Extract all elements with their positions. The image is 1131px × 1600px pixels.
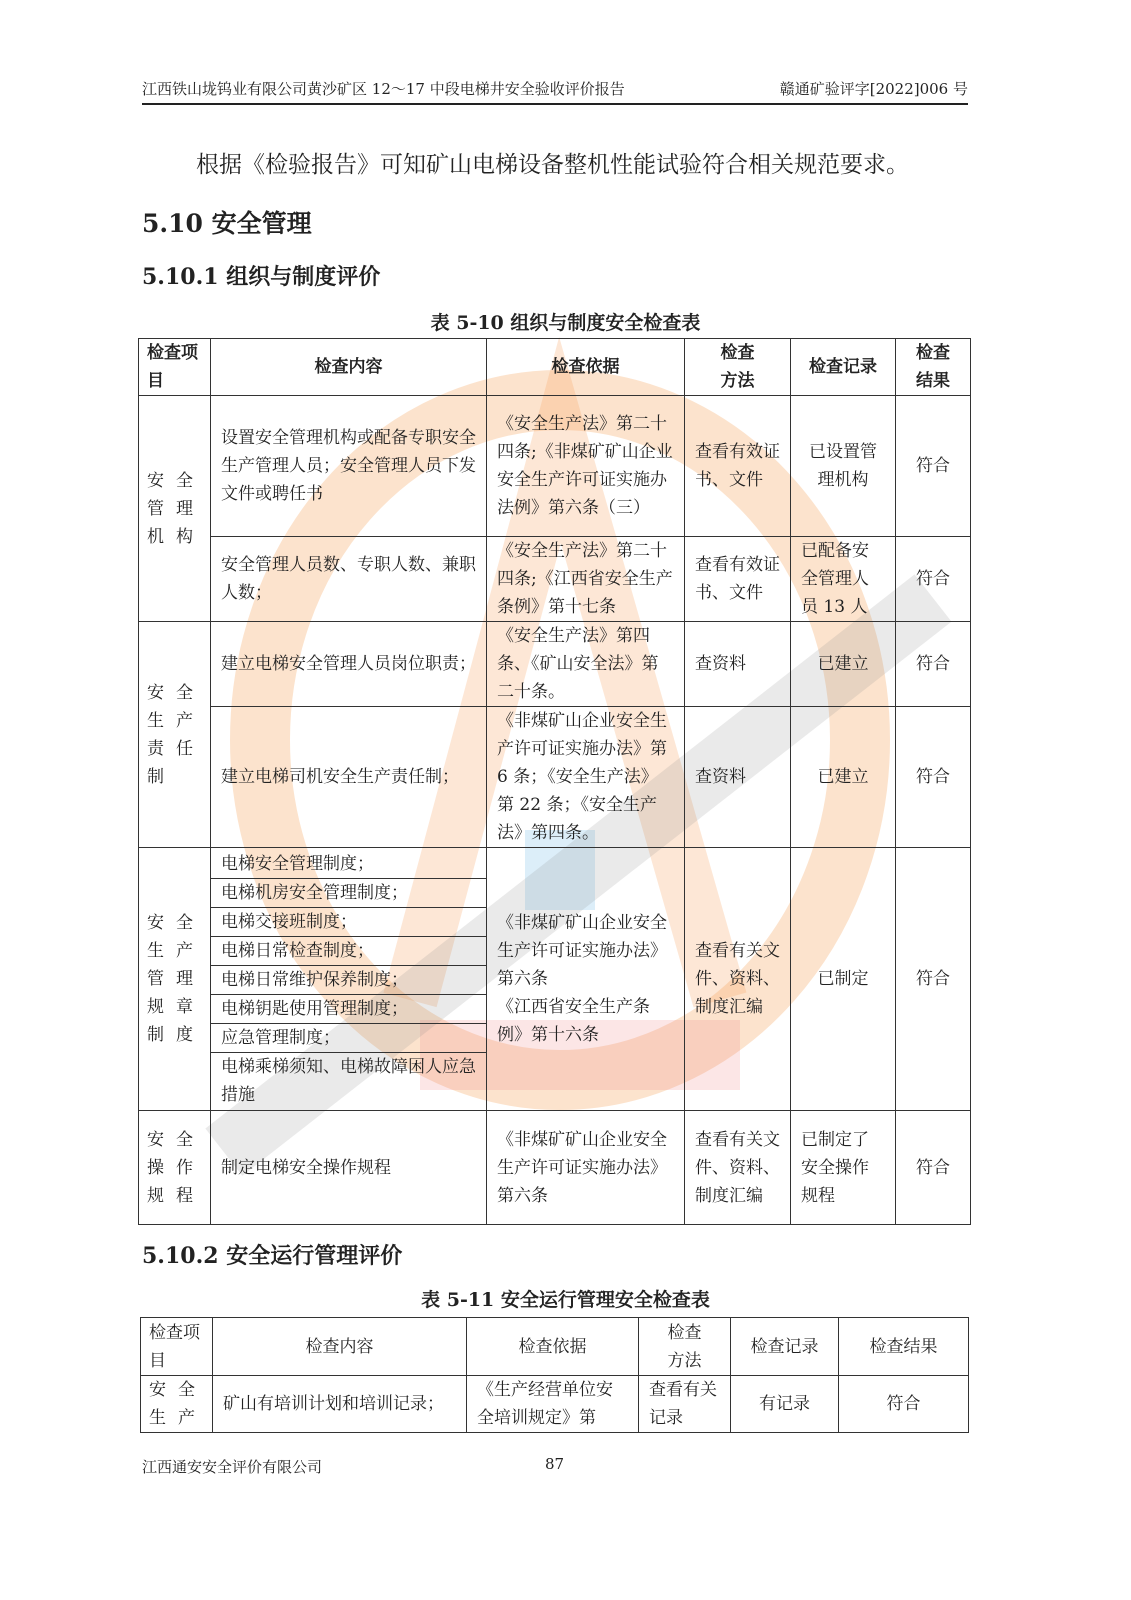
subsection-heading-1: 5.10.1 组织与制度评价 — [142, 264, 381, 290]
item-cell: 安全生产 — [141, 1376, 213, 1433]
item-cell: 安全生产责任制 — [139, 622, 211, 848]
table1-caption: 表 5-10 组织与制度安全检查表 — [430, 312, 701, 334]
content-cell: 建立电梯安全管理人员岗位职责； — [211, 622, 487, 707]
table-row — [139, 1111, 971, 1225]
col-header: 检查项目 — [141, 1318, 213, 1376]
table-row — [141, 1376, 969, 1433]
header-doc-number: 赣通矿验评字[2022]006 号 — [779, 80, 968, 98]
col-header: 检查依据 — [487, 339, 685, 396]
basis-cell: 《安全生产法》第二十四条;《非煤矿矿山企业安全生产许可证实施办法例》第六条（三） — [487, 396, 685, 537]
record-cell: 有记录 — [731, 1376, 839, 1433]
content-line: 电梯日常检查制度； — [211, 937, 486, 966]
result-cell: 符合 — [839, 1376, 969, 1433]
col-header: 检查依据 — [467, 1318, 639, 1376]
method-cell: 查看有关文件、资料、制度汇编 — [685, 848, 791, 1111]
result-cell: 符合 — [896, 848, 971, 1111]
running-header — [142, 78, 968, 105]
record-cell: 已设置管理机构 — [791, 396, 896, 537]
col-header: 检查结果 — [896, 339, 971, 396]
method-cell: 查看有效证书、文件 — [685, 537, 791, 622]
content-line: 电梯乘梯须知、电梯故障困人应急措施 — [221, 1056, 476, 1105]
content-line: 电梯钥匙使用管理制度； — [211, 995, 486, 1024]
basis-cell: 《非煤矿矿山企业安全生产许可证实施办法》第六条 — [487, 1111, 685, 1225]
record-cell: 已建立 — [791, 707, 896, 848]
method-cell: 查看有效证书、文件 — [685, 396, 791, 537]
table-row — [139, 622, 971, 707]
table-header-row — [141, 1318, 969, 1376]
item-cell: 安全管理机构 — [139, 396, 211, 622]
table2-caption: 表 5-11 安全运行管理安全检查表 — [421, 1289, 710, 1311]
record-cell: 已制定 — [791, 848, 896, 1111]
content-cell: 矿山有培训计划和培训记录； — [213, 1376, 467, 1433]
intro-paragraph: 根据《检验报告》可知矿山电梯设备整机性能试验符合相关规范要求。 — [196, 152, 909, 178]
col-header: 检查内容 — [213, 1318, 467, 1376]
result-cell: 符合 — [896, 622, 971, 707]
col-header: 检查结果 — [839, 1318, 969, 1376]
section-heading: 5.10 安全管理 — [142, 209, 312, 238]
basis-cell: 《生产经营单位安全培训规定》第 — [467, 1376, 639, 1433]
result-cell: 符合 — [896, 1111, 971, 1225]
col-header: 检查方法 — [639, 1318, 731, 1376]
method-cell: 查资料 — [685, 622, 791, 707]
footer-company: 江西通安安全评价有限公司 — [142, 1458, 323, 1476]
subsection-heading-2: 5.10.2 安全运行管理评价 — [142, 1243, 403, 1269]
record-cell: 已配备安全管理人员 13 人 — [791, 537, 896, 622]
col-header: 检查记录 — [791, 339, 896, 396]
method-cell: 查资料 — [685, 707, 791, 848]
content-line: 电梯交接班制度； — [211, 908, 486, 937]
org-system-table — [138, 338, 971, 1225]
item-cell: 安全操作规程 — [139, 1111, 211, 1225]
table-header-row — [139, 339, 971, 396]
item-cell: 安全生产管理规章制度 — [139, 848, 211, 1111]
basis-cell: 《非煤矿矿山企业安全生产许可证实施办法》第六条 《江西省安全生产条例》第十六条 — [487, 848, 685, 1111]
record-cell: 已建立 — [791, 622, 896, 707]
result-cell: 符合 — [896, 537, 971, 622]
content-line: 应急管理制度； — [211, 1024, 486, 1053]
result-cell: 符合 — [896, 396, 971, 537]
record-cell: 已制定了安全操作规程 — [791, 1111, 896, 1225]
method-cell: 查看有关文件、资料、制度汇编 — [685, 1111, 791, 1225]
content-cell: 建立电梯司机安全生产责任制； — [211, 707, 487, 848]
page-number: 87 — [545, 1455, 565, 1473]
col-header: 检查方法 — [685, 339, 791, 396]
content-line: 电梯机房安全管理制度； — [211, 879, 486, 908]
table-row — [139, 848, 971, 1111]
result-cell: 符合 — [896, 707, 971, 848]
operation-management-table — [140, 1317, 969, 1433]
col-header: 检查项目 — [139, 339, 211, 396]
table-row — [139, 707, 971, 848]
basis-cell: 《非煤矿山企业安全生产许可证实施办法》第 6 条；《安全生产法》第 22 条；《安全生产法》第四条。 — [487, 707, 685, 848]
content-cell: 制定电梯安全操作规程 — [211, 1111, 487, 1225]
table-row — [139, 537, 971, 622]
col-header: 检查内容 — [211, 339, 487, 396]
table-row — [139, 396, 971, 537]
basis-cell: 《安全生产法》第二十四条;《江西省安全生产条例》第十七条 — [487, 537, 685, 622]
content-list-cell — [211, 848, 487, 1111]
basis-cell: 《安全生产法》第四条、《矿山安全法》第二十条。 — [487, 622, 685, 707]
content-cell: 安全管理人员数、专职人数、兼职人数； — [211, 537, 487, 622]
content-cell: 设置安全管理机构或配备专职安全生产管理人员；安全管理人员下发文件或聘任书 — [211, 396, 487, 537]
content-line: 电梯日常维护保养制度； — [211, 966, 486, 995]
content-line: 电梯安全管理制度； — [211, 850, 486, 879]
header-title: 江西铁山垅钨业有限公司黄沙矿区 12～17 中段电梯井安全验收评价报告 — [142, 80, 625, 98]
tables-flow — [0, 338, 1131, 1433]
col-header: 检查记录 — [731, 1318, 839, 1376]
method-cell: 查看有关记录 — [639, 1376, 731, 1433]
